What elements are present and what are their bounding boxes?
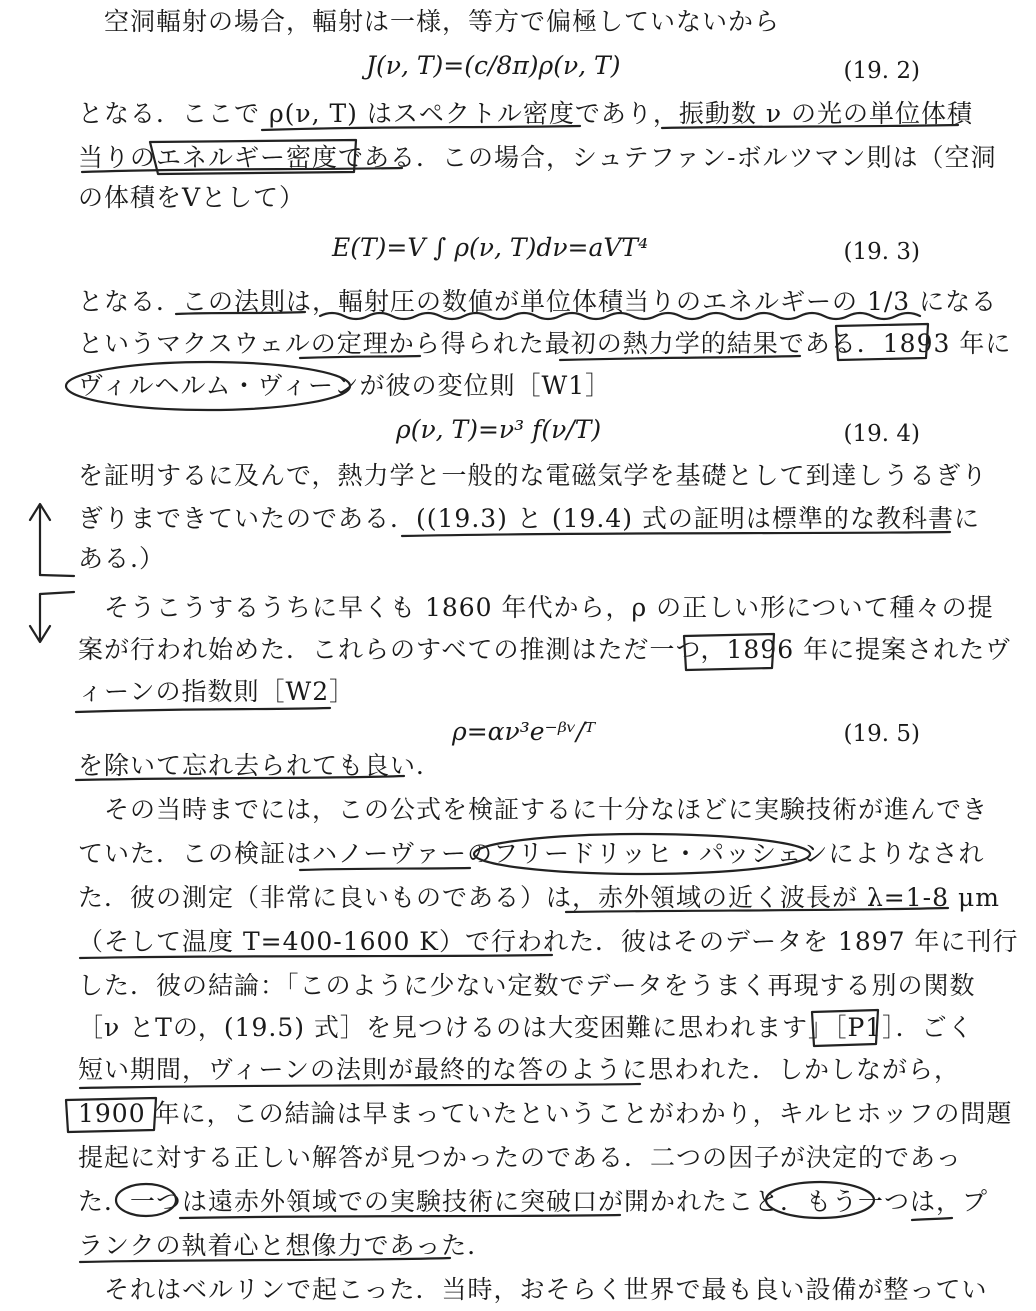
text-line: 短い期間，ヴィーンの法則が最終的な答のように思われた．しかしながら， <box>78 1055 961 1084</box>
equation-19-4: ρ(ν, T)=ν³ f(ν/T) <box>396 415 602 444</box>
text-line: ぎりまできていたのである．((19.3) と (19.4) 式の証明は標準的な教科書に <box>78 504 980 533</box>
text-line: を証明するに及んで，熱力学と一般的な電磁気学を基礎として到達しうるぎり <box>78 461 988 490</box>
text-line: ［ν とTの，(19.5) 式］を見つけるのは大変困難に思われます」［P1］．ごく <box>78 1013 974 1042</box>
arrow-up-mark <box>30 504 50 575</box>
equation-number: (19. 4) <box>843 421 920 447</box>
text-line: 案が行われ始めた．これらのすべての推測はただ一つ，1896 年に提案されたヴ <box>78 635 1012 664</box>
underline-mark <box>76 708 330 712</box>
equation-number: (19. 5) <box>843 721 920 747</box>
text-line: を除いて忘れ去られても良い． <box>78 751 443 780</box>
text-line: ランクの執着心と想像力であった． <box>78 1231 494 1260</box>
text-line: 1900 年に，この結論は早まっていたということがわかり，キルヒホッフの問題 <box>78 1099 1013 1128</box>
bracket-mark <box>40 592 74 594</box>
equation-number: (19. 2) <box>843 58 920 84</box>
text-line: それはベルリンで起こった．当時，おそらく世界で最も良い設備が整ってい <box>104 1275 988 1304</box>
equation-number: (19. 3) <box>843 239 920 265</box>
text-line: た．一つは遠赤外領域での実験技術に突破口が開かれたこと．もう一つは，プ <box>78 1187 989 1216</box>
text-line: ヴィルヘルム・ヴィーンが彼の変位則［W1］ <box>78 371 612 400</box>
text-line: の体積をVとして） <box>78 183 306 212</box>
equation-19-2: J(ν, T)=(c/8π)ρ(ν, T) <box>366 51 621 80</box>
text-line: ていた．この検証はハノーヴァーのフリードリッヒ・パッシェンによりなされ <box>78 839 985 868</box>
text-line: というマクスウェルの定理から得られた最初の熱力学的結果である．1893 年に <box>78 329 1012 358</box>
bracket-mark <box>40 575 74 576</box>
text-line: そうこうするうちに早くも 1860 年代から，ρ の正しい形について種々の提 <box>104 593 994 622</box>
text-line: ィーンの指数則［W2］ <box>78 677 356 706</box>
text-line: （そして温度 T=400-1600 K）で行われた．彼はそのデータを 1897 年に刊行 <box>78 927 1019 956</box>
equation-19-3: E(T)=V ∫ ρ(ν, T)dν=aVT⁴ <box>332 233 649 262</box>
underline-mark <box>912 1218 952 1220</box>
text-line: ある.） <box>78 544 165 573</box>
text-line: 提起に対する正しい解答が見つかったのである．二つの因子が決定的であっ <box>78 1143 962 1172</box>
text-line: 空洞輻射の場合，輻射は一様，等方で偏極していないから <box>104 7 781 36</box>
text-line: た．彼の測定（非常に良いものである）は，赤外領域の近く波長が λ=1-8 μm <box>78 883 1000 912</box>
arrow-down-mark <box>30 594 50 642</box>
equation-19-5: ρ=αν³e⁻ᵝᵛ/ᵀ <box>452 717 596 746</box>
text-line: その当時までには，この公式を検証するに十分なほどに実験技術が進んでき <box>104 795 989 824</box>
text-line: となる．ここで ρ(ν, T) はスペクトル密度であり，振動数 ν の光の単位体積 <box>78 99 973 128</box>
text-line: となる．この法則は，輻射圧の数値が単位体積当りのエネルギーの 1/3 になる <box>78 287 998 316</box>
text-line: 当りのエネルギー密度である．この場合，シュテファン-ボルツマン則は（空洞 <box>78 143 997 172</box>
text-line: した．彼の結論：「このように少ない定数でデータをうまく再現する別の関数 <box>78 971 976 1000</box>
